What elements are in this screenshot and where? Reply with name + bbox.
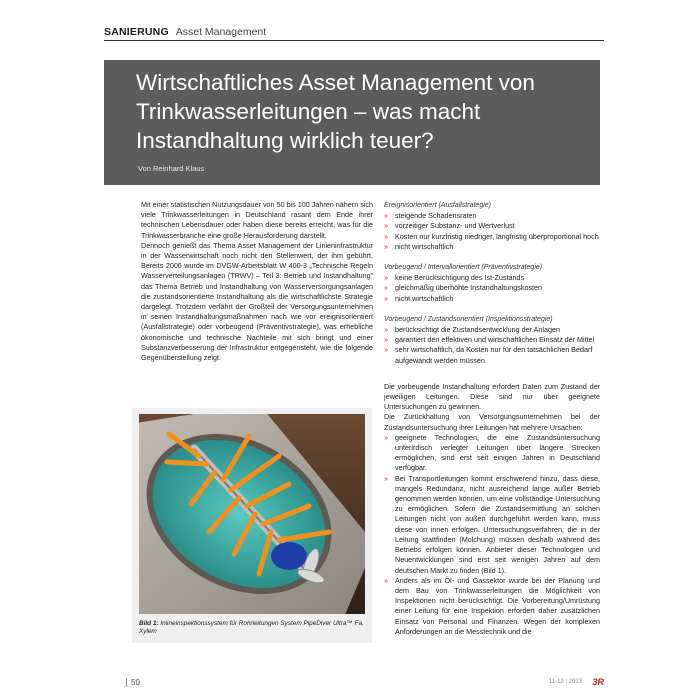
page-number: 50 — [126, 678, 140, 687]
list-item: » nicht wirtschaftlich — [384, 294, 600, 304]
section-header — [104, 26, 604, 41]
list-item: » steigende Schadensraten — [384, 211, 600, 221]
caption-text: Inlineinspektionssystem für Rohrleitungen System PipeDiver Ultra™ Fa. Xylem — [139, 620, 364, 636]
body-paragraph: Die Zurückhaltung von Versorgungsunternehmen bei der Zustandsuntersuchung ihrer Leitungen hat mehrere Ursachen: — [384, 412, 600, 432]
strategy-list — [384, 325, 600, 366]
figure-1 — [132, 408, 372, 643]
subsection-label: Asset Management — [175, 26, 267, 38]
list-item: » Kosten nur kurzfristig niedriger, langfristig überproportional hoch — [384, 232, 600, 242]
list-item: » Bei Transportleitungen kommt erschwerend hinzu, dass diese, mangels Redundanz, nicht ausreichend lange außer Betrieb genommen werden können, um eine vollständige Untersuchung zu ermöglichen. Sofern die Zustandsermittlung an solchen Leitungen nicht von außen durchgeführt werden kann, muss diese von innen erfolgen. Untersuchungsverfahren, die in der Leitung stattfinden (Molchung) müssen deshalb während des Betriebs erfolgen können. Anbieter dieser Technologien und Neuentwicklungen sind erst seit wenigen Jahren auf dem deutschen Markt zu finden (Bild 1). — [384, 474, 600, 576]
page-footer — [126, 678, 604, 692]
right-column — [384, 201, 600, 641]
list-item: » nicht wirtschaftlich — [384, 242, 600, 252]
caption-label: Bild 1: — [139, 620, 159, 627]
cause-list — [384, 433, 600, 637]
body-paragraph: Die vorbeugende Instandhaltung erfordert Daten zum Zustand der jeweiligen Leitungen. Diese sind nur über geeignete Untersuchungen zu gewinnen. — [384, 381, 600, 412]
list-item: » Anders als im Öl- und Gassektor wurde bei der Planung und dem Bau von Trinkwasserleitungen die Möglichkeit von Inspektionen nicht berücksichtigt. Die Vorbereitung/Umrüstung einer Leitung für eine Inspektion erfordert daher zusätzlichen Einsatz von Personal und Finanzen. Wegen der komplexen Anforderungen an die Messtechnik und die — [384, 576, 600, 637]
intro-text — [141, 200, 373, 363]
strategy-list — [384, 211, 600, 252]
list-item: » sehr wirtschaftlich, da Kosten nur für den tatsächlichen Bedarf aufgewandt werden müssen — [384, 345, 600, 365]
intro-paragraph: Mit einer statistischen Nutzungsdauer von 50 bis 100 Jahren nähern sich viele Trinkwasserleitungen in Deutschland rasant dem Ende ihrer technischen Lebensdauer oder haben diese bereits erreicht, was für die Trinkwasserbranche eine große Herausforderung darstellt. — [141, 200, 373, 240]
list-item: » keine Berücksichtigung des Ist-Zustands — [384, 273, 600, 283]
list-item: » vorzeitiger Substanz- und Wertverlust — [384, 221, 600, 231]
list-item: » garantiert den effektiven und wirtschaftlichen Einsatz der Mittel — [384, 335, 600, 345]
strategy-list — [384, 273, 600, 304]
list-item: » gleichmäßig überhöhte Instandhaltungskosten — [384, 283, 600, 293]
strategy-title: Ereignisorientiert (Ausfallstrategie) — [384, 202, 491, 209]
pipe-inspection-illustration — [139, 414, 365, 614]
author-line: Von Reinhard Klaus — [138, 164, 205, 173]
list-item: » berücksichtigt die Zustandsentwicklung der Anlagen — [384, 325, 600, 335]
intro-paragraph: Dennoch genießt das Thema Asset Management der Linieninfrastruktur in der Wasserwirtschaft noch nicht den Stellenwert, der ihm gebührt. Bereits 2006 wurde im DVGW-Arbeitsblatt W 400-3 „Technische Regeln Wasserverteilungsanlagen (TRWV) – Teil 3: Betrieb und Instandhaltung“ das Thema Betrieb und Instandhaltung von Wasserversorgungsanlagen die zustandsorientierte Instandhaltung als die wirtschaftlichste Strategie dargelegt. Trotzdem verfährt der Großteil der Versorgungsunternehmen in seinen Instandhaltungsmaßnahmen nach wie vor ereignisorientiert (Ausfallstrategie) oder vorbeugend (Präventivstrategie), was erhebliche ökonomische und technische Nachteile mit sich bringt und einer Substanzverbesserung der Infrastruktur entgegensteht, wie die folgende Gegenüberstellung zeigt. — [141, 240, 373, 363]
issue-label: 11-12 | 2023 — [548, 679, 582, 685]
strategy-title: Vorbeugend / Intervallorientiert (Präventivstrategie) — [384, 264, 543, 272]
journal-logo: 3R — [592, 677, 604, 687]
section-label: SANIERUNG — [104, 26, 169, 38]
figure-caption — [139, 620, 365, 637]
article-title: Wirtschaftliches Asset Management von Trinkwasserleitungen – was macht Instandhaltung wirklich teuer? — [136, 70, 535, 153]
title-box — [104, 60, 600, 185]
list-item: » geeignete Technologien, die eine Zustandsuntersuchung unterirdisch verlegter Leitungen über längere Strecken ermöglichen, sind erst seit einigen Jahren in Deutschland verfügbar. — [384, 433, 600, 474]
strategy-title: Vorbeugend / Zustandsorientiert (Inspektionsstrategie) — [384, 315, 553, 323]
